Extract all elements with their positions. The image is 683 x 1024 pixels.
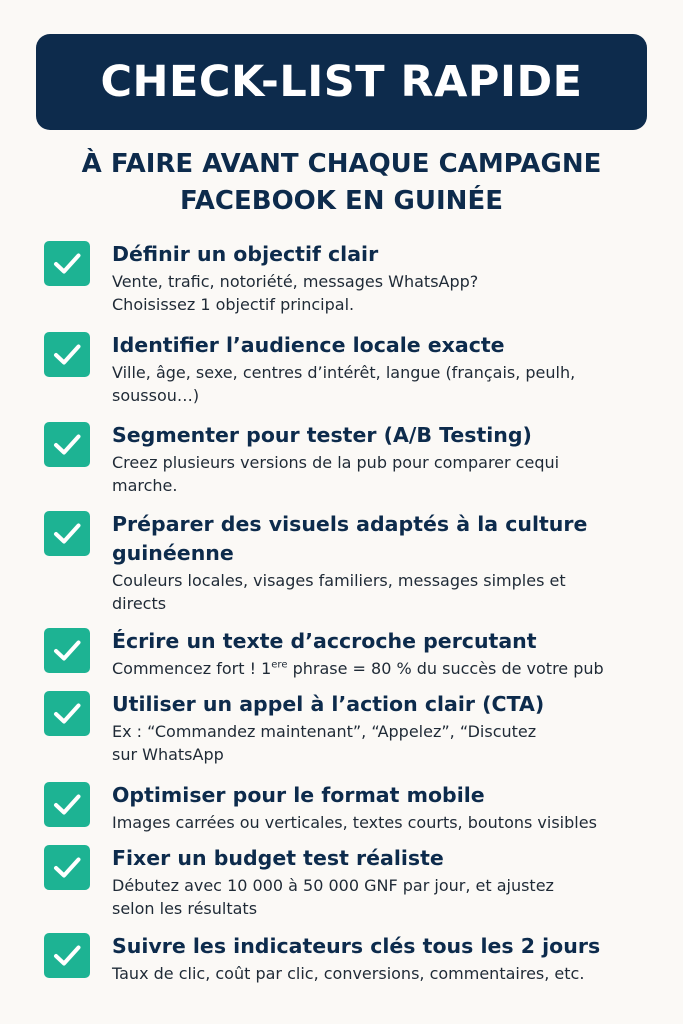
checkmark-icon [44, 422, 90, 467]
item-title: Segmenter pour tester (A/B Testing) [112, 423, 532, 447]
item-description: Creez plusieurs versions de la pub pour comparer cequi marche. [112, 453, 560, 495]
checkmark-icon [44, 691, 90, 736]
item-title: Suivre les indicateurs clés tous les 2 jours [112, 934, 601, 958]
item-title: Préparer des visuels adaptés à la culture guinéenne [112, 512, 588, 565]
item-title: Écrire un texte d’accroche percutant [112, 629, 537, 653]
item-title: Définir un objectif clair [112, 242, 379, 266]
item-description: Taux de clic, coût par clic, conversions, commentaires, etc. [112, 964, 585, 983]
page-title: CHECK-LIST RAPIDE [100, 57, 583, 107]
item-description: Images carrées ou verticales, textes courts, boutons visibles [112, 813, 597, 832]
checkmark-icon [44, 241, 90, 286]
item-description: Débutez avec 10 000 à 50 000 GNF par jour, et ajustez selon les résultats [112, 876, 554, 918]
checkmark-icon [44, 628, 90, 673]
checkmark-icon [44, 782, 90, 827]
item-description: Commencez fort ! 1ere phrase = 80 % du succès de votre pub [112, 659, 604, 678]
title-banner [36, 34, 647, 130]
item-title: Optimiser pour le format mobile [112, 783, 485, 807]
item-description: Vente, trafic, notoriété, messages WhatsApp? Choisissez 1 objectif principal. [112, 272, 479, 314]
subtitle-line-1: À FAIRE AVANT CHAQUE CAMPAGNE [81, 149, 602, 179]
item-title: Identifier l’audience locale exacte [112, 333, 505, 357]
item-description: Ville, âge, sexe, centres d’intérêt, langue (français, peulh, soussou…) [112, 363, 576, 405]
checkmark-icon [44, 511, 90, 556]
item-description: Ex : “Commandez maintenant”, “Appelez”, “Discutez sur WhatsApp [112, 722, 537, 764]
item-title: Fixer un budget test réaliste [112, 846, 444, 870]
subtitle-line-2: FACEBOOK EN GUINÉE [180, 186, 503, 216]
item-description: Couleurs locales, visages familiers, messages simples et directs [112, 571, 566, 613]
checkmark-icon [44, 845, 90, 890]
page-subtitle [20, 146, 663, 220]
item-title: Utiliser un appel à l’action clair (CTA) [112, 692, 545, 716]
checkmark-icon [44, 933, 90, 978]
checkmark-icon [44, 332, 90, 377]
